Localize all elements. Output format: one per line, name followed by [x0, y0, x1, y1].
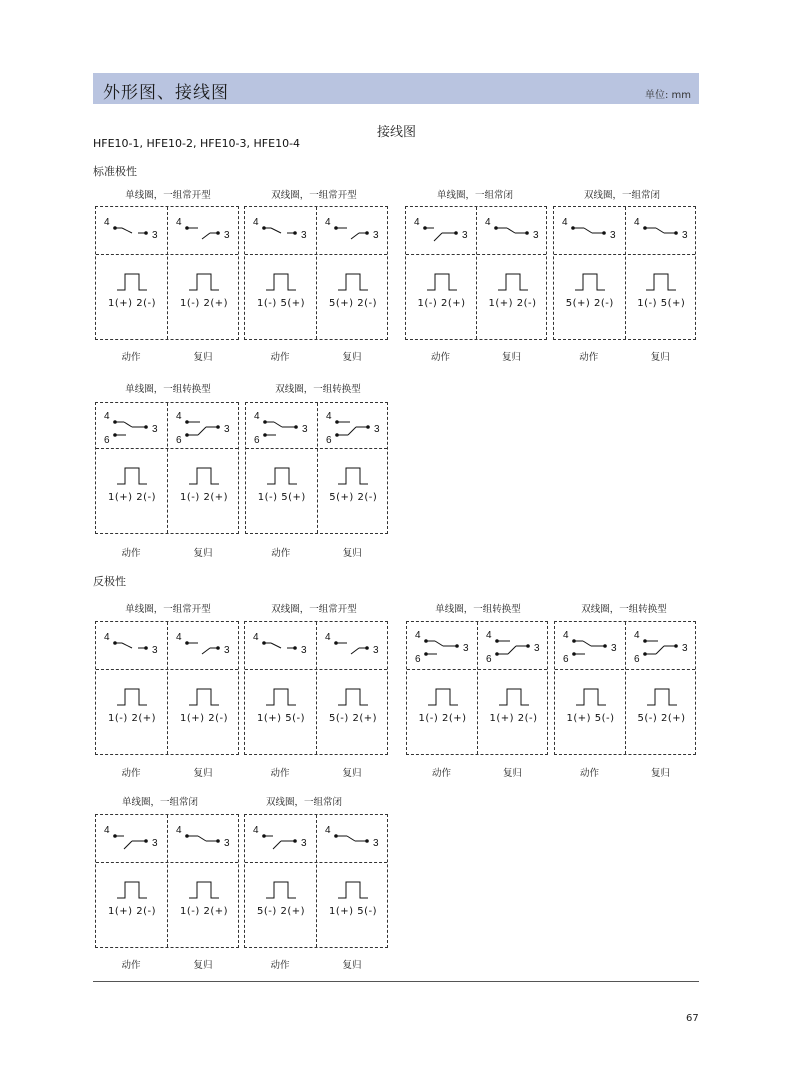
diagram-box-rev-double-no: [244, 621, 388, 755]
foot-act-label: 动作: [121, 352, 141, 363]
polarity-label-reset: 5(-) 2(+): [637, 713, 686, 724]
foot-act-label: 动作: [431, 768, 452, 779]
terminal-3-label: 3: [534, 643, 540, 654]
terminal-4-label: 4: [325, 825, 331, 836]
divider-vertical: [167, 815, 168, 947]
polarity-label-act: 1(+) 2(-): [108, 492, 156, 503]
foot-reset-label: 复归: [501, 352, 522, 363]
caption-rev-single-no: 单线圈，一组常开型: [125, 604, 211, 615]
contact-symbol-reset: [483, 211, 547, 255]
foot-reset-label: 复归: [342, 768, 362, 779]
polarity-label-reset: 1(-) 2(+): [180, 492, 228, 503]
terminal-3-label: 3: [224, 645, 230, 656]
divider-vertical: [477, 622, 478, 754]
polarity-label-reset: 5(+) 2(-): [329, 492, 378, 503]
coil-pulse-icon: [117, 272, 149, 292]
foot-act-label: 动作: [579, 768, 600, 779]
terminal-3-label: 3: [373, 645, 379, 656]
terminal-4-label: 4: [176, 411, 182, 422]
divider-vertical: [625, 207, 626, 339]
terminal-3-label: 3: [302, 424, 308, 435]
coil-pulse-icon: [575, 272, 607, 292]
terminal-6-label: 6: [486, 654, 492, 665]
caption-std-double-co: 双线圈，一组转换型: [275, 384, 361, 395]
foot-act-label: 动作: [121, 768, 141, 779]
bottom-rule: [93, 981, 699, 982]
contact-symbol-act: [413, 626, 477, 670]
terminal-4-label: 4: [562, 217, 568, 228]
polarity-label-act: 1(-) 2(+): [417, 298, 466, 309]
terminal-4-label: 4: [634, 630, 640, 641]
foot-reset-label: 复归: [193, 548, 213, 559]
divider-vertical: [316, 622, 317, 754]
contact-symbol-reset: [174, 407, 238, 451]
contact-symbol-act: [412, 211, 476, 255]
foot-act-label: 动作: [121, 960, 141, 971]
terminal-4-label: 4: [104, 217, 110, 228]
diagram-box-std-single-co: [95, 402, 239, 534]
coil-pulse-icon: [647, 687, 679, 707]
foot-reset-label: 复归: [650, 352, 670, 363]
diagram-box-std-single-no: [95, 206, 239, 340]
polarity-label-reset: 1(-) 2(+): [180, 906, 228, 917]
foot-reset-label: 复归: [342, 548, 362, 559]
terminal-6-label: 6: [563, 654, 569, 665]
terminal-3-label: 3: [373, 230, 379, 241]
terminal-3-label: 3: [152, 424, 158, 435]
terminal-3-label: 3: [533, 230, 539, 241]
coil-pulse-icon: [117, 687, 149, 707]
group-reverse-label: 反极性: [93, 575, 126, 588]
terminal-3-label: 3: [681, 230, 688, 241]
foot-act-label: 动作: [270, 352, 290, 363]
contact-symbol-reset: [174, 211, 238, 255]
foot-act-label: 动作: [121, 548, 141, 559]
terminal-4-label: 4: [176, 825, 182, 836]
divider-vertical: [167, 207, 168, 339]
diagram-box-std-double-nc: [553, 206, 696, 340]
terminal-3-label: 3: [373, 838, 379, 849]
foot-act-label: 动作: [270, 768, 290, 779]
polarity-label-reset: 1(+) 2(-): [180, 713, 228, 724]
contact-symbol-reset: [484, 626, 548, 670]
terminal-4-label: 4: [176, 632, 182, 643]
coil-pulse-icon: [267, 466, 299, 486]
divider-vertical: [476, 207, 477, 339]
terminal-3-label: 3: [224, 230, 230, 241]
divider-vertical: [316, 207, 317, 339]
terminal-4-label: 4: [254, 411, 260, 422]
caption-std-single-no: 单线圈，一组常开型: [125, 190, 211, 201]
diagram-box-std-double-no: [244, 206, 388, 340]
polarity-label-act: 1(-) 5(+): [257, 298, 305, 309]
terminal-6-label: 6: [415, 654, 421, 665]
terminal-3-label: 3: [462, 230, 468, 241]
coil-pulse-icon: [117, 880, 149, 900]
caption-std-single-co: 单线圈，一组转换型: [125, 384, 211, 395]
coil-pulse-icon: [117, 466, 149, 486]
contact-symbol-reset: [323, 211, 387, 255]
page-number: 67: [686, 1013, 699, 1024]
polarity-label-act: 1(-) 2(+): [418, 713, 467, 724]
coil-pulse-icon: [189, 466, 221, 486]
terminal-4-label: 4: [253, 632, 259, 643]
coil-pulse-icon: [338, 880, 370, 900]
terminal-4-label: 4: [485, 217, 491, 228]
terminal-3-label: 3: [373, 424, 380, 435]
foot-reset-label: 复归: [193, 960, 213, 971]
diagram-box-std-double-co: [245, 402, 388, 534]
terminal-6-label: 6: [634, 654, 640, 665]
coil-pulse-icon: [266, 880, 298, 900]
coil-pulse-icon: [338, 272, 370, 292]
caption-std-double-nc: 双线圈，一组常闭: [583, 190, 661, 201]
polarity-label-reset: 5(-) 2(+): [329, 713, 377, 724]
caption-rev-double-nc: 双线圈，一组常闭: [265, 797, 343, 808]
terminal-4-label: 4: [633, 217, 640, 228]
contact-symbol-reset: [324, 407, 388, 451]
diagram-box-rev-single-nc: [95, 814, 239, 948]
terminal-4-label: 4: [176, 217, 182, 228]
coil-pulse-icon: [338, 687, 370, 707]
caption-std-single-nc: 单线圈，一组常闭: [436, 190, 514, 201]
terminal-4-label: 4: [325, 217, 331, 228]
model-list: HFE10-1, HFE10-2, HFE10-3, HFE10-4: [93, 137, 301, 150]
section-title: 接线图: [376, 125, 416, 140]
divider-vertical: [167, 622, 168, 754]
coil-pulse-icon: [646, 272, 678, 292]
terminal-3-label: 3: [152, 645, 158, 656]
terminal-3-label: 3: [224, 838, 230, 849]
polarity-label-act: 1(-) 2(+): [108, 713, 156, 724]
polarity-label-reset: 5(+) 2(-): [329, 298, 377, 309]
diagram-box-std-single-nc: [405, 206, 547, 340]
caption-rev-double-no: 双线圈，一组常开型: [271, 604, 357, 615]
caption-rev-double-co: 双线圈，一组转换型: [581, 604, 667, 615]
coil-pulse-icon: [499, 687, 531, 707]
foot-reset-label: 复归: [193, 352, 213, 363]
foot-act-label: 动作: [271, 548, 291, 559]
contact-symbol-act: [560, 211, 624, 255]
caption-rev-single-co: 单线圈，一组转换型: [435, 604, 521, 615]
terminal-3-label: 3: [301, 230, 307, 241]
polarity-label-act: 1(+) 5(-): [566, 713, 615, 724]
contact-symbol-reset: [323, 819, 387, 863]
terminal-4-label: 4: [486, 630, 492, 641]
terminal-4-label: 4: [104, 825, 110, 836]
terminal-4-label: 4: [253, 825, 259, 836]
group-standard-label: 标准极性: [93, 165, 137, 178]
contact-symbol-act: [251, 626, 315, 670]
coil-pulse-icon: [427, 272, 459, 292]
foot-act-label: 动作: [579, 352, 599, 363]
terminal-3-label: 3: [611, 643, 617, 654]
foot-act-label: 动作: [270, 960, 290, 971]
contact-symbol-reset: [174, 626, 238, 670]
polarity-label-act: 1(+) 2(-): [108, 906, 156, 917]
contact-symbol-reset: [323, 626, 387, 670]
terminal-3-label: 3: [152, 838, 158, 849]
unit-label: 单位: mm: [644, 90, 691, 101]
polarity-label-act: 1(+) 2(-): [108, 298, 156, 309]
contact-symbol-reset: [632, 211, 696, 255]
terminal-4-label: 4: [253, 217, 259, 228]
terminal-3-label: 3: [301, 645, 307, 656]
contact-symbol-reset: [174, 819, 238, 863]
terminal-3-label: 3: [610, 230, 616, 241]
foot-reset-label: 复归: [502, 768, 523, 779]
terminal-4-label: 4: [415, 630, 421, 641]
terminal-3-label: 3: [463, 643, 469, 654]
coil-pulse-icon: [189, 272, 221, 292]
terminal-6-label: 6: [176, 435, 182, 446]
caption-std-double-no: 双线圈，一组常开型: [271, 190, 357, 201]
coil-pulse-icon: [498, 272, 530, 292]
contact-symbol-act: [251, 819, 315, 863]
contact-symbol-act: [251, 211, 315, 255]
terminal-3-label: 3: [301, 838, 307, 849]
polarity-label-reset: 1(+) 2(-): [488, 298, 537, 309]
polarity-label-act: 1(-) 5(+): [257, 492, 306, 503]
page-title: 外形图、接线图: [103, 83, 229, 103]
terminal-4-label: 4: [414, 217, 420, 228]
contact-symbol-act: [561, 626, 625, 670]
polarity-label-reset: 1(+) 2(-): [489, 713, 538, 724]
coil-pulse-icon: [189, 880, 221, 900]
polarity-label-act: 5(-) 2(+): [257, 906, 305, 917]
divider-vertical: [625, 622, 626, 754]
terminal-4-label: 4: [325, 411, 332, 422]
diagram-box-rev-double-nc: [244, 814, 388, 948]
contact-symbol-act: [102, 819, 166, 863]
contact-symbol-act: [252, 407, 316, 451]
terminal-3-label: 3: [224, 424, 230, 435]
terminal-4-label: 4: [104, 632, 110, 643]
diagram-box-rev-single-co: [406, 621, 548, 755]
polarity-label-reset: 1(+) 5(-): [329, 906, 377, 917]
foot-reset-label: 复归: [342, 352, 362, 363]
foot-reset-label: 复归: [342, 960, 362, 971]
header-bar: [93, 73, 699, 104]
contact-symbol-reset: [632, 626, 696, 670]
divider-vertical: [167, 403, 168, 533]
foot-reset-label: 复归: [193, 768, 213, 779]
divider-vertical: [317, 403, 318, 533]
divider-vertical: [316, 815, 317, 947]
terminal-3-label: 3: [682, 643, 688, 654]
terminal-6-label: 6: [325, 435, 332, 446]
terminal-3-label: 3: [152, 230, 158, 241]
coil-pulse-icon: [189, 687, 221, 707]
coil-pulse-icon: [266, 272, 298, 292]
contact-symbol-act: [102, 407, 166, 451]
polarity-label-reset: 1(-) 5(+): [637, 298, 686, 309]
terminal-4-label: 4: [104, 411, 110, 422]
polarity-label-reset: 1(-) 2(+): [180, 298, 228, 309]
contact-symbol-act: [102, 211, 166, 255]
diagram-box-rev-double-co: [554, 621, 696, 755]
terminal-4-label: 4: [563, 630, 569, 641]
terminal-6-label: 6: [104, 435, 110, 446]
terminal-4-label: 4: [325, 632, 331, 643]
foot-reset-label: 复归: [650, 768, 671, 779]
polarity-label-act: 1(+) 5(-): [257, 713, 305, 724]
terminal-6-label: 6: [254, 435, 260, 446]
polarity-label-act: 5(+) 2(-): [565, 298, 614, 309]
diagram-box-rev-single-no: [95, 621, 239, 755]
foot-act-label: 动作: [430, 352, 451, 363]
coil-pulse-icon: [266, 687, 298, 707]
contact-symbol-act: [102, 626, 166, 670]
coil-pulse-icon: [338, 466, 370, 486]
coil-pulse-icon: [576, 687, 608, 707]
coil-pulse-icon: [428, 687, 460, 707]
caption-rev-single-nc: 单线圈，一组常闭: [121, 797, 199, 808]
